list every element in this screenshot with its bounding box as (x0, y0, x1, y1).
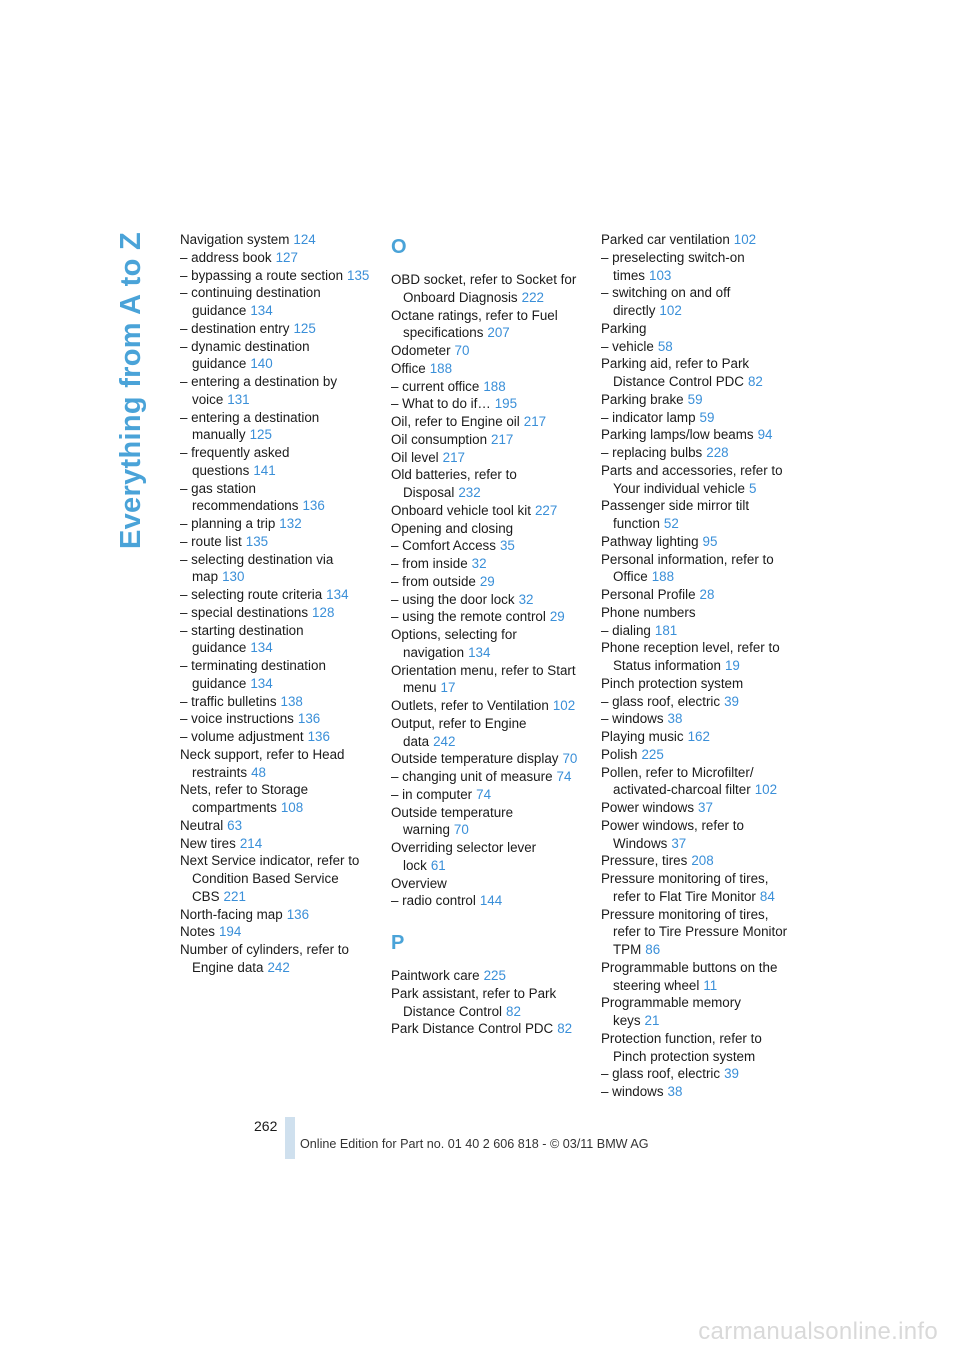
page-reference-link[interactable]: 82 (747, 374, 763, 389)
index-entry-text: – from outside (391, 573, 476, 589)
index-entry-text: – destination entry (180, 320, 290, 336)
page-reference-link[interactable]: 86 (645, 942, 661, 957)
index-entry-text: Pressure, tires (601, 853, 688, 869)
index-entry-text: – selecting route criteria (180, 587, 323, 602)
index-entry-text: Polish (601, 746, 638, 762)
index-entry (391, 271, 581, 307)
index-entry-text: Office (391, 360, 426, 376)
page-reference-link[interactable]: 102 (659, 303, 682, 318)
index-entry-text: Power windows, refer to Windows (601, 817, 744, 851)
index-entry (601, 462, 791, 498)
index-entry-text: Park Distance Control PDC (391, 1021, 554, 1037)
index-entry (391, 555, 581, 573)
page-reference-link[interactable]: 242 (267, 959, 290, 975)
index-entry-text: Overriding selector lever lock (391, 840, 537, 873)
index-entry (601, 586, 791, 604)
index-entry (601, 604, 791, 622)
index-entry-text: Passenger side mirror tilt function (601, 498, 750, 531)
index-entry-text: Parking aid, refer to Park Distance Control PDC (601, 356, 750, 389)
index-entry (180, 249, 370, 267)
index-entry-text: – current office (391, 378, 480, 394)
page-reference-link[interactable]: 134 (250, 640, 273, 656)
index-entry (180, 320, 370, 338)
page-reference-link[interactable]: 70 (453, 822, 469, 838)
page-reference-link[interactable]: 59 (687, 391, 703, 407)
index-entry-text: – entering a destination manually (180, 409, 320, 443)
index-entry (180, 622, 370, 658)
index-entry-text: Pollen, refer to Microfilter/ activated-charcoal filter (601, 764, 754, 798)
index-entry (601, 906, 791, 959)
index-entry (601, 764, 791, 800)
index-entry (601, 284, 791, 320)
index-entry-text: – glass roof, electric (601, 693, 721, 709)
page-reference-link[interactable]: 188 (483, 378, 506, 394)
index-entry-text: – selecting destination via map (180, 551, 334, 585)
page-reference-link[interactable]: 70 (454, 343, 470, 358)
index-entry-text: Programmable memory keys (601, 995, 741, 1028)
index-entry-text: Parking (601, 320, 647, 336)
index-entry (601, 338, 791, 356)
index-entry-text: Notes (180, 924, 215, 940)
index-entry-text: Nets, refer to Storage compartments (180, 782, 309, 815)
index-entry (180, 746, 370, 782)
index-entry (601, 675, 791, 693)
page-reference-link[interactable]: 21 (644, 1013, 660, 1028)
page-reference-link[interactable]: 228 (706, 445, 729, 460)
page-reference-link[interactable]: 135 (245, 533, 269, 549)
page-reference-link[interactable]: 38 (667, 711, 683, 727)
index-entry (601, 320, 791, 338)
page-reference-link[interactable]: 136 (286, 906, 310, 922)
page-number: 262 (254, 1118, 278, 1134)
page-reference-link[interactable]: 94 (757, 427, 773, 443)
page-reference-link[interactable]: 63 (227, 817, 243, 833)
index-entry (180, 551, 370, 587)
section-spacer (391, 910, 581, 927)
index-entry (601, 533, 791, 551)
index-entry (180, 923, 370, 941)
index-entry (180, 835, 370, 853)
index-entry (391, 892, 581, 910)
watermark: carmanualsonline.info (698, 1318, 938, 1345)
index-entry-text: – in computer (391, 786, 473, 802)
index-entry-text: – planning a trip (180, 516, 276, 531)
page-reference-link[interactable]: 221 (223, 888, 246, 904)
index-entry (391, 768, 581, 786)
page-reference-link[interactable]: 32 (518, 591, 534, 607)
index-entry-text: Personal information, refer to Office (601, 551, 774, 585)
index-entry (180, 906, 370, 924)
page-reference-link[interactable]: 39 (724, 1066, 739, 1082)
index-entry-text: – dynamic destination guidance (180, 338, 310, 372)
index-entry-text: Opening and closing (391, 520, 514, 536)
page-reference-link[interactable]: 136 (307, 729, 330, 744)
index-entry (391, 360, 581, 378)
page-reference-link[interactable]: 208 (691, 853, 714, 869)
index-entry (601, 249, 791, 285)
index-entry (180, 444, 370, 480)
page-reference-link[interactable]: 5 (749, 480, 757, 496)
page-reference-link[interactable]: 82 (506, 1003, 521, 1019)
index-entry (601, 497, 791, 533)
index-entry-text: – preselecting switch-on times (601, 249, 745, 283)
index-entry-text: Playing music (601, 729, 684, 744)
page-reference-link[interactable]: 102 (754, 782, 778, 798)
index-entry (601, 959, 791, 995)
page-reference-link[interactable]: 39 (724, 693, 739, 709)
index-entry (180, 533, 370, 551)
index-entry-text: – entering a destination by voice (180, 374, 338, 407)
page-reference-link[interactable]: 207 (487, 325, 510, 341)
page-reference-link[interactable]: 125 (293, 320, 316, 336)
page-reference-link[interactable]: 134 (250, 303, 273, 318)
page-reference-link[interactable]: 134 (326, 587, 349, 602)
page-reference-link[interactable]: 37 (671, 835, 687, 851)
index-entry (601, 622, 791, 640)
page-reference-link[interactable]: 214 (239, 835, 263, 851)
index-entry-text: Power windows (601, 800, 695, 815)
index-entry-text: Pressure monitoring of tires, refer to Flat Tire Monitor (601, 871, 769, 904)
index-entry-text: New tires (180, 835, 236, 851)
page-reference-link[interactable]: 38 (667, 1084, 683, 1099)
index-entry-text: Outlets, refer to Ventilation (391, 698, 549, 713)
index-letter-heading: O (391, 236, 407, 258)
page-reference-link[interactable]: 70 (562, 751, 578, 767)
index-entry-text: Parked car ventilation (601, 232, 730, 247)
index-entry (601, 870, 791, 906)
index-entry (391, 502, 581, 520)
page-reference-link[interactable]: 225 (641, 746, 664, 762)
index-entry (391, 395, 581, 413)
section-title-text: Everything from A to Z (115, 231, 148, 549)
page-reference-link[interactable]: 127 (275, 249, 298, 265)
page-reference-link[interactable]: 232 (458, 485, 481, 500)
index-entry-text: Oil, refer to Engine oil (391, 414, 520, 429)
page-reference-link[interactable]: 181 (654, 622, 678, 638)
index-entry-text: Parts and accessories, refer to Your individual vehicle (601, 462, 783, 496)
index-entry (601, 852, 791, 870)
index-entry-text: – What to do if… (391, 396, 491, 412)
index-entry (601, 639, 791, 675)
page-reference-link[interactable]: 225 (483, 968, 506, 983)
page-reference-link[interactable]: 32 (471, 556, 487, 571)
page-reference-link[interactable]: 48 (251, 764, 266, 780)
page-reference-link[interactable]: 124 (293, 232, 316, 247)
page-reference-link[interactable]: 162 (687, 729, 710, 744)
index-entry-text: – switching on and off directly (601, 285, 731, 318)
index-entry-text: Neck support, refer to Head restraints (180, 746, 345, 780)
index-entry-text: – replacing bulbs (601, 445, 703, 460)
index-entry-text: Number of cylinders, refer to Engine data (180, 942, 349, 975)
page-reference-link[interactable]: 108 (280, 800, 304, 815)
section-side-title (112, 230, 152, 550)
index-entry (391, 378, 581, 396)
index-entry (391, 431, 581, 449)
index-entry-text: – bypassing a route section (180, 267, 344, 283)
page-reference-link[interactable]: 95 (702, 533, 718, 549)
page-reference-link[interactable]: 82 (557, 1021, 573, 1037)
index-entry-text: – glass roof, electric (601, 1066, 721, 1082)
index-entry-text: Phone reception level, refer to Status information (601, 640, 780, 673)
page-reference-link[interactable]: 194 (218, 924, 242, 940)
page-reference-link[interactable]: 140 (250, 356, 273, 372)
index-entry-text: OBD socket, refer to Socket for Onboard Diagnosis (391, 272, 577, 305)
index-entry-text: Programmable buttons on the steering wheel (601, 959, 778, 993)
index-entry-text: Park assistant, refer to Park Distance Control (391, 985, 557, 1019)
index-entry (391, 520, 581, 538)
index-entry (180, 941, 370, 977)
page-reference-link[interactable]: 11 (703, 977, 718, 993)
page-reference-link[interactable]: 222 (521, 289, 544, 305)
index-entry (180, 373, 370, 409)
index-entry-text: Phone numbers (601, 604, 696, 620)
index-entry (601, 1065, 791, 1083)
page-reference-link[interactable]: 135 (347, 267, 370, 283)
index-entry-text: – indicator lamp (601, 409, 696, 425)
index-entry (601, 444, 791, 462)
page-reference-link[interactable]: 128 (312, 604, 335, 620)
index-entry-text: Parking lamps/low beams (601, 427, 754, 443)
page-reference-link[interactable]: 17 (440, 680, 456, 696)
page-reference-link[interactable]: 59 (699, 409, 715, 425)
index-entry-text: Output, refer to Engine data (391, 715, 527, 749)
index-entry (391, 449, 581, 467)
index-entry (601, 409, 791, 427)
index-entry-text: Pressure monitoring of tires, refer to Tire Pressure Monitor TPM (601, 906, 788, 957)
index-entry-text: Outside temperature warning (391, 804, 514, 838)
index-entry (391, 750, 581, 768)
index-entry (601, 426, 791, 444)
index-entry-text: – voice instructions (180, 711, 294, 727)
page-reference-link[interactable]: 102 (552, 698, 576, 713)
index-entry-text: Parking brake (601, 391, 684, 407)
index-entry (180, 781, 370, 817)
page-reference-link[interactable]: 58 (657, 338, 673, 354)
index-entry (601, 728, 791, 746)
index-entry-text: – dialing (601, 622, 651, 638)
index-entry (601, 1083, 791, 1101)
index-entry-text: Orientation menu, refer to Start menu (391, 662, 576, 696)
index-entry (601, 391, 791, 409)
index-entry (180, 852, 370, 905)
index-entry-text: – radio control (391, 893, 476, 909)
index-entry (391, 537, 581, 555)
page-reference-link[interactable]: 28 (699, 587, 715, 602)
index-entry (180, 604, 370, 622)
index-entry-text: Options, selecting for navigation (391, 627, 517, 660)
index-entry (391, 1020, 581, 1038)
index-entry (391, 342, 581, 360)
page-reference-link[interactable]: 74 (556, 769, 572, 784)
footer-accent-bar (285, 1117, 295, 1159)
index-entry-text: Onboard vehicle tool kit (391, 502, 531, 518)
index-entry (391, 626, 581, 662)
index-entry (180, 409, 370, 445)
page-reference-link[interactable]: 84 (759, 888, 775, 904)
index-entry-text: – route list (180, 533, 242, 549)
index-entry (391, 839, 581, 875)
index-entry (391, 591, 581, 609)
page-reference-link[interactable]: 217 (491, 431, 514, 447)
page-reference-link[interactable]: 134 (250, 675, 273, 691)
index-entry-text: Oil level (391, 449, 439, 465)
index-entry (601, 693, 791, 711)
index-entry-text: – address book (180, 249, 272, 265)
page-reference-link[interactable]: 217 (442, 449, 465, 465)
page-reference-link[interactable]: 132 (279, 516, 302, 531)
page-reference-link[interactable]: 74 (476, 786, 492, 802)
index-entry (180, 515, 370, 533)
page-reference-link[interactable]: 141 (253, 462, 276, 478)
page-reference-link[interactable]: 242 (433, 733, 456, 749)
page-reference-link[interactable]: 227 (534, 502, 558, 518)
index-entry-text: – frequently asked questions (180, 445, 290, 478)
footer-edition-text: Online Edition for Part no. 01 40 2 606 818 - © 03/11 BMW AG (300, 1137, 649, 1151)
index-entry-text: Octane ratings, refer to Fuel specifications (391, 307, 558, 341)
index-entry (601, 710, 791, 728)
index-entry-text: – using the remote control (391, 609, 546, 625)
index-entry-text: – from inside (391, 556, 468, 571)
index-entry (601, 994, 791, 1030)
index-entry (601, 355, 791, 391)
index-entry (180, 657, 370, 693)
index-entry-text: – continuing destination guidance (180, 285, 321, 318)
page-reference-link[interactable]: 188 (651, 569, 675, 585)
index-entry (180, 693, 370, 711)
page-reference-link[interactable]: 103 (649, 267, 672, 283)
page-reference-link[interactable]: 195 (494, 396, 518, 412)
page-reference-link[interactable]: 37 (698, 800, 713, 815)
index-entry (180, 586, 370, 604)
page-reference-link[interactable]: 29 (479, 573, 495, 589)
index-entry-text: – changing unit of measure (391, 769, 553, 784)
index-entry (180, 267, 370, 285)
index-entry (180, 338, 370, 374)
index-entry (601, 1030, 791, 1066)
index-entry (391, 662, 581, 698)
page-reference-link[interactable]: 136 (302, 498, 325, 514)
index-entry (391, 786, 581, 804)
page-reference-link[interactable]: 130 (222, 569, 245, 585)
page-reference-link[interactable]: 125 (249, 427, 272, 443)
index-entry-text: Personal Profile (601, 587, 696, 602)
index-entry-text: – vehicle (601, 338, 654, 354)
index-column-1 (180, 231, 370, 977)
index-entry-text: – windows (601, 711, 664, 727)
page-reference-link[interactable]: 188 (429, 360, 453, 376)
page-reference-link[interactable]: 134 (468, 644, 491, 660)
index-entry (391, 697, 581, 715)
index-entry (601, 551, 791, 587)
index-entry-text: – terminating destination guidance (180, 658, 326, 691)
index-entry (391, 573, 581, 591)
index-entry (180, 284, 370, 320)
index-entry (180, 480, 370, 516)
index-entry-text: – starting destination guidance (180, 622, 304, 656)
index-entry-text: – volume adjustment (180, 729, 304, 744)
page-reference-link[interactable]: 61 (430, 857, 446, 873)
index-entry (391, 967, 581, 985)
index-entry-text: Pathway lighting (601, 533, 699, 549)
index-entry (601, 231, 791, 249)
page-reference-link[interactable]: 217 (523, 414, 547, 429)
index-entry (601, 799, 791, 817)
index-entry-text: – traffic bulletins (180, 693, 277, 709)
index-entry (601, 746, 791, 764)
page-reference-link[interactable]: 52 (663, 516, 679, 531)
index-entry-text: Navigation system (180, 232, 290, 247)
index-entry-text: – gas station recommendations (180, 480, 299, 514)
index-entry-text: – Comfort Access (391, 538, 496, 554)
index-entry (180, 231, 370, 249)
page-reference-link[interactable]: 35 (499, 538, 515, 554)
index-entry-text: – using the door lock (391, 591, 515, 607)
index-entry (391, 608, 581, 626)
index-entry (391, 804, 581, 840)
page-reference-link[interactable]: 29 (549, 609, 565, 625)
index-entry (391, 985, 581, 1021)
index-entry-text: Overview (391, 875, 447, 891)
index-entry-text: North-facing map (180, 906, 283, 922)
index-entry-text: Odometer (391, 343, 451, 358)
index-column-2 (391, 231, 581, 1038)
index-entry (391, 715, 581, 751)
index-entry-text: Oil consumption (391, 431, 488, 447)
page-reference-link[interactable]: 102 (733, 232, 757, 247)
page-reference-link[interactable]: 19 (724, 658, 740, 673)
index-column-3 (601, 231, 791, 1101)
index-entry (601, 817, 791, 853)
index-entry (391, 466, 581, 502)
index-entry (391, 875, 581, 893)
index-entry-text: Pinch protection system (601, 675, 744, 691)
index-entry (180, 728, 370, 746)
index-entry-text: – windows (601, 1084, 664, 1099)
index-entry-text: Paintwork care (391, 968, 480, 983)
index-entry (180, 710, 370, 728)
index-entry (391, 413, 581, 431)
index-letter-heading: P (391, 932, 405, 954)
index-entry (391, 307, 581, 343)
index-entry-text: Old batteries, refer to Disposal (391, 467, 517, 500)
index-entry-text: Protection function, refer to Pinch protection system (601, 1030, 762, 1064)
page-reference-link[interactable]: 138 (280, 693, 303, 709)
index-entry-text: – special destinations (180, 604, 309, 620)
index-entry-text: Next Service indicator, refer to Condition Based Service CBS (180, 853, 360, 904)
page-reference-link[interactable]: 131 (227, 391, 250, 407)
index-entry (180, 817, 370, 835)
index-entry-text: Neutral (180, 817, 224, 833)
page-reference-link[interactable]: 136 (297, 711, 321, 727)
index-entry-text: Outside temperature display (391, 751, 559, 767)
page-reference-link[interactable]: 144 (479, 893, 503, 909)
